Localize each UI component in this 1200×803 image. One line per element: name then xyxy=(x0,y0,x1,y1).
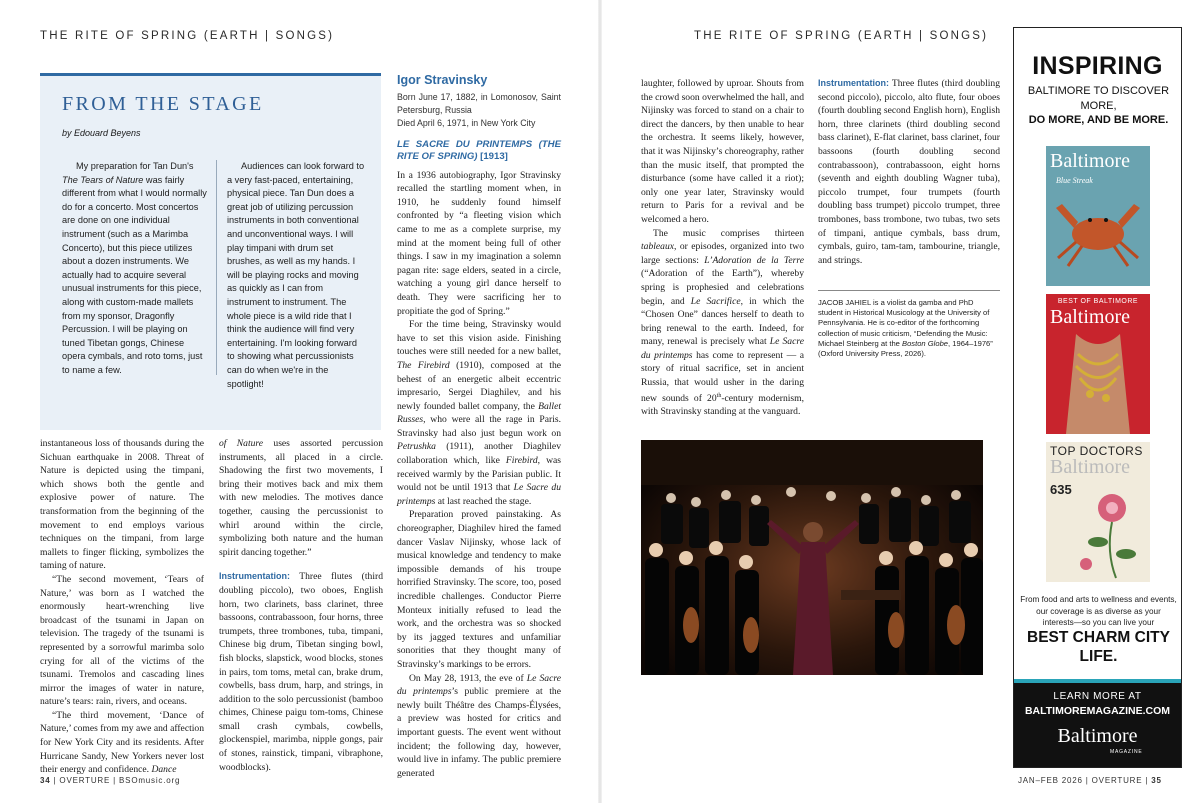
running-head-right: THE RITE OF SPRING (EARTH | SONGS) xyxy=(694,30,989,42)
flower-image xyxy=(1046,442,1150,582)
sidebar-column-rule xyxy=(216,160,217,375)
article-column-3 xyxy=(397,74,561,780)
page-gutter xyxy=(598,0,602,803)
sidebar-column-2: Audiences can look forward to a very fast-paced, entertaining, physical piece. Tan Dun does a great job of utilizing percussion instruments in both conventional and unconventional ways. I will play timpani with drum set brushes, as well as my hands. I will be playing rocks and moving as quickly as I can from instrument to instrument. The whole piece is a wild ride that I think the audience will find very entertaining. I'm looking forward to showing what percussionists can do when we're in the spotlight! xyxy=(227,161,365,389)
ad-body-text: From food and arts to wellness and events, our coverage is as diverse as your interests—so you can live your xyxy=(1020,595,1177,627)
footer-left: 34 | OVERTURE | BSOmusic.org xyxy=(40,776,181,785)
ad-url-link[interactable]: BALTIMOREMAGAZINE.COM xyxy=(1024,705,1171,717)
ad-cta-panel[interactable] xyxy=(1014,679,1181,768)
author-bio: JACOB JAHIEL is a violist da gamba and PhD student in Historical Musicology at the University of Pennsylvania. He is co-editor of the forthcoming collection of music criticism, “Defending the Music: Michael Steinberg at the Boston Globe, 1964–1976” (Oxford University Press, 2026). xyxy=(818,298,993,359)
composer-born: Born June 17, 1882, in Lomonosov, Saint Petersburg, Russia xyxy=(397,91,561,115)
instrumentation-tan-dun: Instrumentation: Three flutes (third doubling piccolo), two oboes, English horn, two clarinets, bass clarinet, three bassoons, contrabassoon, four horns, three trumpets, three trombones, tuba, timpani, Chinese big drum, Tibetan singing bowl, fish blocks, slapstick, wood blocks, stones in pairs, tom toms, metal can, brake drum, cowbells, bass drum, harp, and strings, in addition to the solo percussionist (bamboo chimes, Chinese paigu tom-toms, Chinese small crash cymbals, cowbells, glockenspiel, marimba, nipple gongs, pair of stones, rainstick, timpani, vibraphone, woodblocks). xyxy=(219,571,383,773)
baltimore-magazine-ad[interactable] xyxy=(1013,27,1182,768)
footer-right: JAN–FEB 2026 | OVERTURE | 35 xyxy=(1018,776,1162,785)
work-title: LE SACRE DU PRINTEMPS (THE RITE OF SPRING) [1913] xyxy=(397,138,561,163)
baltimore-logo: Baltimore xyxy=(1057,725,1138,747)
article-column-2 xyxy=(219,437,383,774)
paragraph: instantaneous loss of thousands during the Sichuan earthquake in 2008. Threat of Nature is depicted using the timpani, which shows both the gentle and explosive power of nature. The transformation from the beginning of the movement to end employs various techniques on the timpani, from large mallets to finger flicking, symbolizes the taming of nature. xyxy=(40,438,204,572)
crab-image xyxy=(1046,146,1150,286)
instrumentation-stravinsky: Instrumentation: Three flutes (third doubling second piccolo), piccolo, alto flute, four oboes (fourth doubling second English horn), English horn, three clarinets (third doubling second bass clarinet), E-flat clarinet, bass clarinet, four bassoons (fourth doubling second contrabassoon), contrabassoon, eight horns (seventh and eighth doubling Wagner tuba), piccolo trumpet, four trumpets (fourth doubling bass trumpet) piccolo trumpet, three trombones, bass trombone, two tubas, two sets of timpani, antique cymbals, bass drum, cymbals, guiro, tam-tam, tambourine, triangle, and strings. xyxy=(818,78,1000,266)
concert-photo xyxy=(641,440,983,675)
ad-learn-more: LEARN MORE AT xyxy=(1053,691,1142,702)
orchestra-image xyxy=(641,440,983,675)
composer-died: Died April 6, 1971, in New York City xyxy=(397,117,536,128)
paragraph: “The second movement, ‘Tears of Nature,’ was born as I watched the enormously heart-wrenching live broadcast of the tsunami in Japan on television. The tragedy of the tsunami is represented by a sorrowful marimba solo crying for all of the victims of the tsunami. Tremolos and cascading lines mirror the images of water in nature, nature’s tears: rain, rivers, and oceans. xyxy=(40,573,204,708)
paragraph: “The third movement, ‘Dance of Nature,’ comes from my awe and affection for New York City and its residents. After Hurricane Sandy, New Yorkers never lost their energy and confidence. Dance xyxy=(40,709,205,776)
paragraph: For the time being, Stravinsky would have to set this vision aside. Finishing touches were still needed for a new ballet, The Firebird (1910), composed at the behest of an energetic albeit eccentric impresario, Sergei Diaghilev, and his newly founded ballet company, the Ballet Russes, who were all the rage in Paris. Stravinsky had also just begun work on Petrushka (1911), another Diaghilev collaboration which, like Firebird, was received warmly by the Parisian public. It would not be until 1913 that Le Sacre du printemps at last reached the stage. xyxy=(397,319,561,507)
bio-rule xyxy=(818,290,1000,291)
paragraph: On May 28, 1913, the eve of Le Sacre du printemps’s public premiere at the newly built Théâtre des Champs-Élysées, a preview was hosted for critics and important guests. The event went without incident; the following day, however, would live in infamy. The public premiere generated xyxy=(397,672,561,779)
ad-subheadline: BALTIMORE TO DISCOVER MORE, DO MORE, AND BE MORE. xyxy=(1027,85,1170,126)
paragraph: In a 1936 autobiography, Igor Stravinsky recalled the startling moment when, in 1910, he suddenly found himself confronted by “a fleeting vision which came to me as a complete surprise, my mind at the moment being full of other things. I saw in my imagination a solemn pagan rite: sage elders, seated in a circle, watching a young girl dance herself to death. They were sacrificing her to propitiate the god of Spring.” xyxy=(397,169,561,317)
paragraph: laughter, followed by uproar. Shouts from the crowd soon overwhelmed the hall, and Nijinsky was forced to stand on a chair to direct the dancers, by then unable to hear the orchestra. It seems likely, however, that it was Nijinsky’s choreography, rather than the music itself, that prompted the disturbance (some have called it a riot); only one year later, Stravinsky would return to Paris for a revival and be welcomed a hero. xyxy=(641,78,804,225)
article-column-1 xyxy=(40,437,204,777)
sidebar-title: FROM THE STAGE xyxy=(62,93,264,115)
article-column-5 xyxy=(818,77,1000,267)
ad-accent-bar xyxy=(1014,679,1181,683)
from-the-stage-box xyxy=(40,73,381,430)
magazine-cover-3: TOP DOCTORS Baltimore 635 xyxy=(1046,442,1150,582)
sidebar-column-1: My preparation for Tan Dun's The Tears of Nature was fairly different from what I would normally do for a concerto. Most concertos are done on one individual instrument (such as a Marimba Concerto), but this piece utilizes about a dozen instruments. We actually had to acquire several unusual instruments for this piece, along with custom-made mallets from my sponsor, Dragonfly Percussion. I will be playing on tuned Tibetan gongs, Chinese opera cymbals, and roto toms, just to name a few. xyxy=(62,161,207,375)
paragraph: The music comprises thirteen tableaux, or episodes, organized into two large sections: L’Adoration de la Terre (“Adoration of the Earth”), whereby spring is prophesied and celebrations begin, and Le Sacrifice, in which the “Chosen One” dances herself to death to bring renewal to the earth. Indeed, for many, renewal is precisely what Le Sacre du printemps has come to represent — a story of ritual sacrifice, set in ancient Russia, that would usher in the daring new sounds of 20th-century modernism, with Stravinsky standing at the vanguard. xyxy=(641,227,804,418)
jewelry-image xyxy=(1046,294,1150,434)
ad-headline: INSPIRING xyxy=(1032,52,1163,80)
paragraph: Preparation proved painstaking. As choreographer, Diaghilev hired the famed dancer Vaslav Nijinsky, whose lack of musical knowledge and tendency to make impossible demands of his troupe horrified Stravinsky. The score, too, posed incredible challenges. Conductor Pierre Monteux initially refused to lead the work, and the orchestra was so shocked by its jagged textures and unfamiliar sonorities that they thought many of Stravinsky’s markings to be errors. xyxy=(397,509,561,670)
magazine-label: MAGAZINE xyxy=(1110,749,1143,755)
sidebar-byline: by Edouard Beyens xyxy=(62,128,141,138)
composer-name: Igor Stravinsky xyxy=(397,73,488,87)
ad-tagline: BEST CHARM CITY LIFE. xyxy=(1027,629,1170,665)
paragraph: of Nature uses assorted percussion instruments, all placed in a circle. Shadowing the first two movements, I bring their motives back and mix them with new melodies. The motives dance together, causing the percussionist to whirl around within the circle, symbolizing both nature and the human spirit dancing together.” xyxy=(219,438,384,558)
running-head-left: THE RITE OF SPRING (EARTH | SONGS) xyxy=(40,30,335,42)
article-column-4 xyxy=(641,77,804,419)
magazine-cover-2: BEST OF BALTIMORE Baltimore xyxy=(1046,294,1150,434)
magazine-cover-1: Baltimore Blue Streak xyxy=(1046,146,1150,286)
